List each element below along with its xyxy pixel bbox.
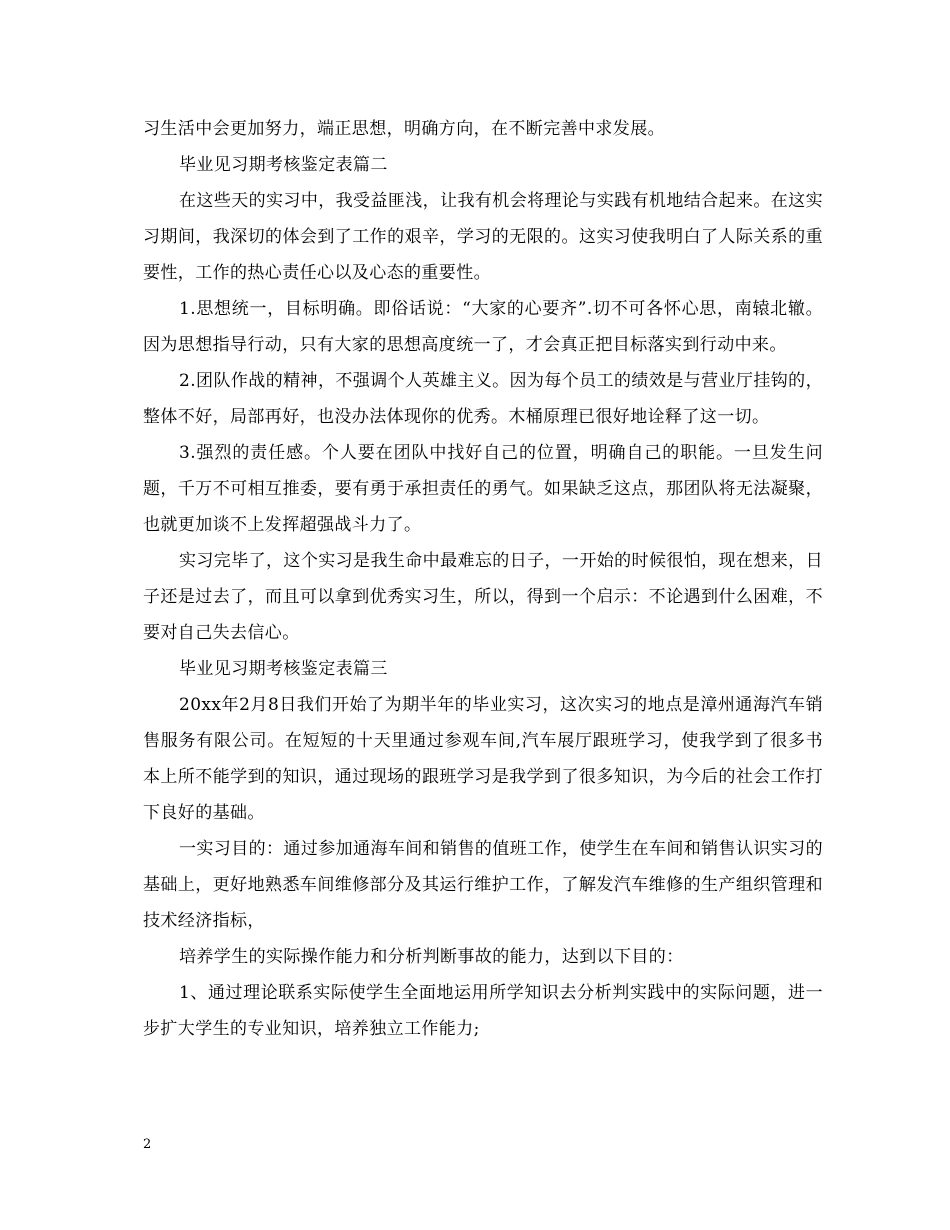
paragraph: 1、通过理论联系实际使学生全面地运用所学知识去分析判实践中的实际问题，进一步扩大学生的专业知识，培养独立工作能力;: [143, 983, 823, 1039]
paragraph: 实习完毕了，这个实习是我生命中最难忘的日子，一开始的时候很怕，现在想来，日子还是过去了，而且可以拿到优秀实习生，所以，得到一个启示：不论遇到什么困难，不要对自己失去信心。: [143, 551, 823, 643]
paragraph: 3.强烈的责任感。个人要在团队中找好自己的位置，明确自己的职能。一旦发生问题，千万不可相互推委，要有勇于承担责任的勇气。如果缺乏这点，那团队将无法凝聚，也就更加谈不上发挥超强战斗力了。: [143, 443, 823, 535]
section-heading: 毕业见习期考核鉴定表篇三: [179, 659, 388, 679]
section-heading: 毕业见习期考核鉴定表篇二: [179, 155, 388, 175]
paragraph: 习生活中会更加努力，端正思想，明确方向，在不断完善中求发展。: [143, 119, 665, 139]
document-body: [143, 111, 823, 1047]
paragraph: 1.思想统一，目标明确。即俗话说：“大家的心要齐”.切不可各怀心思，南辕北辙。因为思想指导行动，只有大家的思想高度统一了，才会真正把目标落实到行动中来。: [143, 299, 823, 355]
paragraph: 培养学生的实际操作能力和分析判断事故的能力，达到以下目的：: [179, 947, 684, 967]
page-number: 2: [143, 1137, 152, 1152]
paragraph: 一实习目的：通过参加通海车间和销售的值班工作，使学生在车间和销售认识实习的基础上，更好地熟悉车间维修部分及其运行维护工作，了解发汽车维修的生产组织管理和技术经济指标，: [143, 839, 823, 931]
paragraph: 20xx年2月8日我们开始了为期半年的毕业实习，这次实习的地点是漳州通海汽车销售服务有限公司。在短短的十天里通过参观车间,汽车展厅跟班学习，使我学到了很多书本上所不能学到的知识，通过现场的跟班学习是我学到了很多知识，为今后的社会工作打下良好的基础。: [143, 695, 823, 823]
paragraph: 在这些天的实习中，我受益匪浅，让我有机会将理论与实践有机地结合起来。在这实习期间，我深切的体会到了工作的艰辛，学习的无限的。这实习使我明白了人际关系的重要性，工作的热心责任心以及心态的重要性。: [143, 191, 823, 283]
paragraph: 2.团队作战的精神，不强调个人英雄主义。因为每个员工的绩效是与营业厅挂钩的，整体不好，局部再好，也没办法体现你的优秀。木桶原理已很好地诠释了这一切。: [143, 371, 823, 427]
